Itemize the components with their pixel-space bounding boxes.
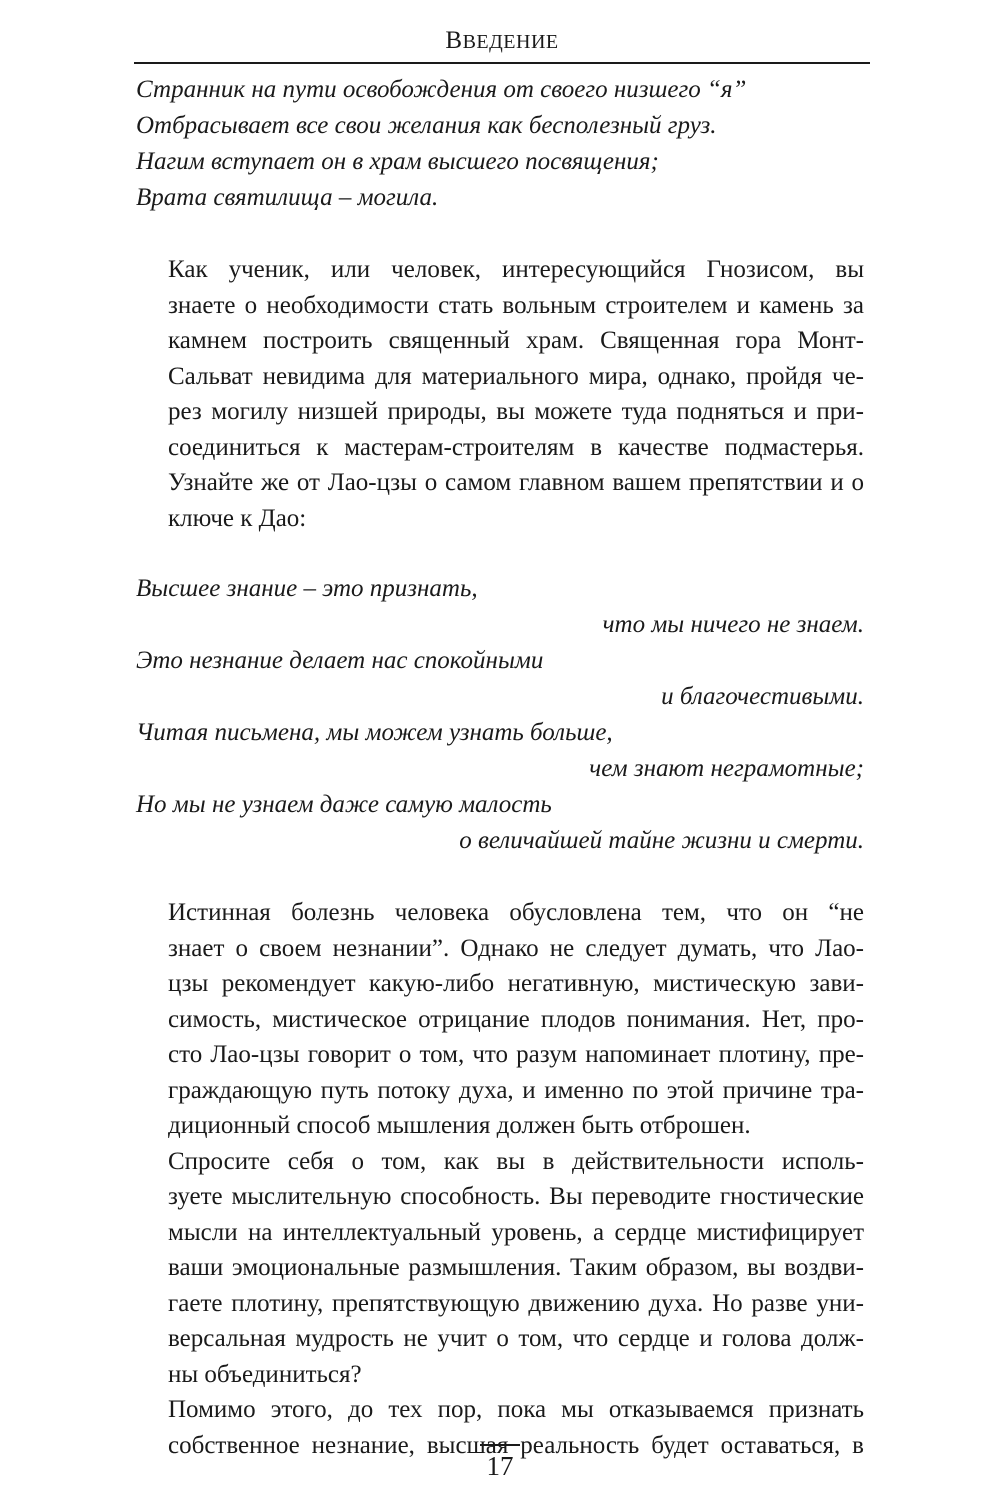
paragraph-line: мысли на интеллектуальный уровень, а сердце мистифицирует	[168, 1218, 864, 1246]
verse-line: Странник на пути освобождения от своего низшего “я”	[136, 76, 747, 103]
paragraph-line: собственное незнание, высшая реальность будет оставаться, в	[168, 1431, 864, 1459]
page-number: 17	[486, 1451, 514, 1481]
verse-stanza-2	[136, 571, 864, 859]
paragraph-line: Истинная болезнь человека обусловлена тем, что он “не	[168, 899, 864, 926]
paragraph-2	[136, 895, 864, 1144]
paragraph-line: Сальват невидима для материального мира, однако, пройдя че-	[168, 362, 864, 390]
spacer	[136, 859, 864, 895]
verse-line: Это незнание делает нас спокойными	[136, 647, 544, 674]
paragraph-1	[136, 252, 864, 536]
paragraph-line: гаете плотину, препятствующую движению духа. Но разве уни-	[168, 1289, 864, 1317]
paragraph-line: ваши эмоциональные размышления. Таким образом, вы воздви-	[168, 1254, 864, 1281]
paragraph-line: рез могилу низшей природы, вы можете туда подняться и при-	[168, 398, 864, 425]
verse-stanza-1	[136, 72, 864, 216]
verse-line: и благочестивыми.	[661, 683, 864, 710]
verse-line: о величайшей тайне жизни и смерти.	[459, 827, 864, 854]
verse-line: что мы ничего не знаем.	[602, 611, 864, 638]
running-head-rest: ВЕДЕНИЕ	[462, 31, 559, 53]
paragraph-line: камнем построить священный храм. Священная гора Монт-	[168, 327, 864, 354]
verse-line: Нагим вступает он в храм высшего посвящения;	[136, 148, 659, 175]
paragraph-line: зуете мыслительную способность. Вы переводите гностические	[168, 1183, 864, 1210]
paragraph-line: знаете о необходимости стать вольным строителем и камень за	[168, 291, 864, 319]
verse-line: Высшее знание – это признать,	[136, 575, 478, 602]
verse-line: чем знают неграмотные;	[589, 755, 864, 782]
verse-line: Читая письмена, мы можем узнать больше,	[136, 719, 613, 746]
paragraph-line: граждающую путь потоку духа, и именно по этой причине тра-	[168, 1076, 864, 1104]
main-text	[136, 68, 864, 1463]
paragraph-line: знает о своем незнании”. Однако не следует думать, что Лао-	[168, 934, 864, 962]
paragraph-line: Как ученик, или человек, интересующийся Гнозисом, вы	[168, 256, 864, 283]
page-footer	[440, 1444, 560, 1484]
paragraph-line: соединиться к мастерам-строителям в качестве подмастерья.	[168, 433, 864, 461]
spacer	[136, 536, 864, 571]
verse-line: Врата святилища – могила.	[136, 184, 439, 211]
spacer	[136, 216, 864, 252]
running-head-initial: В	[445, 27, 463, 54]
header-rule	[134, 62, 870, 64]
paragraph-line: диционный способ мышления должен быть отброшен.	[168, 1112, 751, 1139]
paragraph-line: Узнайте же от Лао-цзы о самом главном вашем препятствии и о	[168, 469, 864, 496]
paragraph-line: симость, мистическое отрицание плодов понимания. Нет, про-	[168, 1005, 864, 1033]
paragraph-3	[136, 1144, 864, 1393]
paragraph-line: ключе к Дао:	[168, 504, 307, 532]
verse-line: Но мы не узнаем даже самую малость	[136, 791, 552, 818]
paragraph-line: цзы рекомендует какую-либо негативную, мистическую зави-	[168, 970, 864, 997]
paragraph-line: Помимо этого, до тех пор, пока мы отказываемся признать	[168, 1396, 864, 1423]
paragraph-line: Спросите себя о том, как вы в действительности исполь-	[168, 1147, 864, 1175]
paragraph-line: ны объединиться?	[168, 1360, 362, 1388]
folio-rule	[480, 1444, 520, 1446]
paragraph-line: версальная мудрость не учит о том, что сердце и голова долж-	[168, 1325, 864, 1352]
paragraph-line: сто Лао-цзы говорит о том, что разум напоминает плотину, пре-	[168, 1041, 864, 1068]
running-head	[136, 26, 868, 57]
verse-line: Отбрасывает все свои желания как бесполезный груз.	[136, 112, 717, 139]
